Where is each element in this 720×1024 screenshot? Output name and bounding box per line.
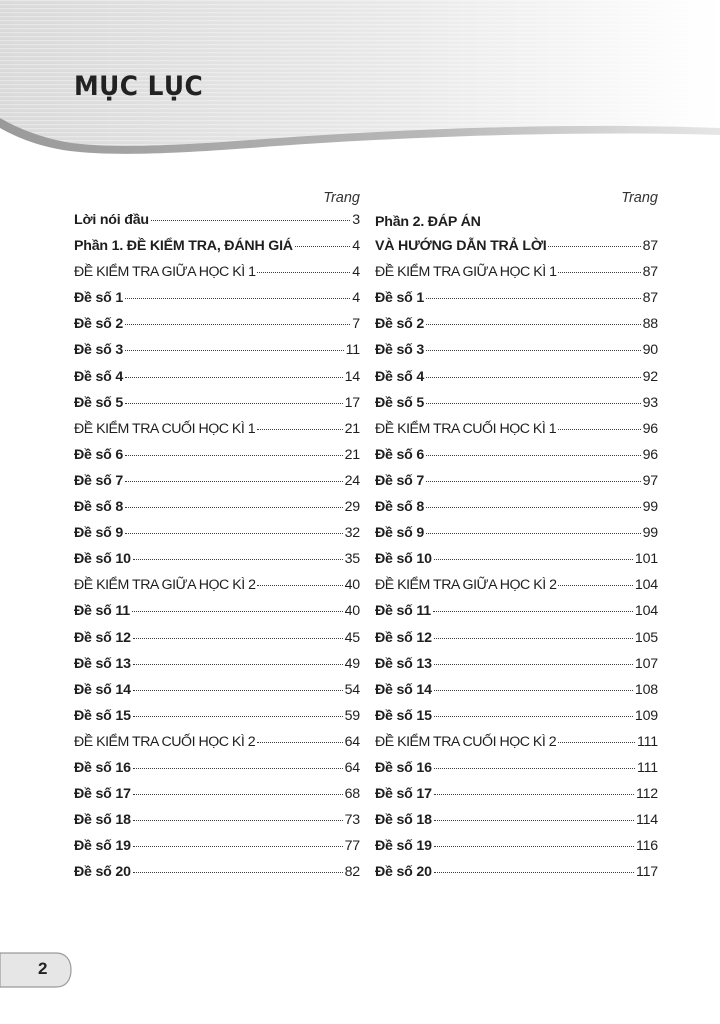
toc-entry-label: Đề số 2 (375, 316, 425, 333)
dot-leader (125, 350, 344, 351)
toc-entry-page: 112 (635, 786, 658, 803)
toc-entry (375, 264, 658, 290)
dot-leader (133, 716, 343, 717)
dot-leader (125, 481, 343, 482)
toc-entry-page: 107 (634, 655, 658, 672)
toc-entry-label: Đề số 16 (375, 759, 432, 776)
toc-entry (74, 656, 360, 682)
toc-entry (375, 656, 658, 682)
toc-entry-page: 93 (642, 394, 658, 411)
toc-entry-page: 92 (642, 368, 658, 385)
toc-entry (375, 395, 658, 421)
toc-entry (74, 212, 360, 238)
toc-entry-page: 111 (637, 733, 658, 750)
toc-entry-page: 64 (344, 733, 360, 750)
toc-entry-label: Đề số 19 (74, 838, 131, 855)
toc-entry (375, 499, 658, 525)
toc-entry-label: ĐỀ KIỂM TRA GIỮA HỌC KÌ 1 (375, 264, 557, 281)
toc-entry (375, 577, 658, 603)
toc-entry-page: 82 (344, 864, 360, 881)
part-2-page: 87 (642, 238, 658, 255)
toc-entry-page: 99 (642, 499, 658, 516)
toc-entry-label: Đề số 17 (74, 786, 131, 803)
toc-entry-page: 54 (344, 681, 360, 698)
toc-entry-page: 29 (344, 499, 360, 516)
dot-leader (125, 377, 343, 378)
toc-entry (375, 734, 658, 760)
toc-entry-page: 45 (344, 629, 360, 646)
toc-entry-page: 21 (344, 420, 360, 437)
toc-entry (74, 421, 360, 447)
toc-entry (375, 630, 658, 656)
trang-heading-right: Trang (621, 190, 658, 206)
toc-entry (74, 447, 360, 473)
toc-entry-page: 14 (344, 368, 360, 385)
toc-entry-label: Đề số 15 (375, 707, 432, 724)
dot-leader (125, 298, 350, 299)
toc-entry (74, 316, 360, 342)
toc-entry-label: Lời nói đầu (74, 212, 149, 228)
toc-entry (74, 682, 360, 708)
dot-leader (426, 298, 641, 299)
dot-leader (426, 403, 641, 404)
toc-entry-label: Đề số 7 (375, 472, 425, 489)
toc-entry (74, 708, 360, 734)
toc-entry (74, 342, 360, 368)
toc-entry (375, 603, 658, 629)
dot-leader (133, 664, 343, 665)
toc-entry (74, 838, 360, 864)
toc-entry-page: 40 (344, 603, 360, 620)
page-number: 2 (38, 959, 48, 978)
toc-entry-page: 68 (344, 786, 360, 803)
toc-entry-label: Đề số 9 (74, 525, 124, 542)
dot-leader (257, 429, 342, 430)
toc-entry-label: Đề số 4 (74, 368, 124, 385)
dot-leader (558, 585, 632, 586)
dot-leader (434, 872, 634, 873)
toc-right-column (375, 188, 658, 890)
dot-leader (151, 220, 350, 221)
dot-leader (125, 533, 343, 534)
dot-leader (434, 690, 633, 691)
toc-entry (375, 447, 658, 473)
toc-entry-page: 108 (634, 681, 658, 698)
dot-leader (434, 664, 633, 665)
dot-leader (434, 716, 633, 717)
toc-entry-page: 77 (344, 838, 360, 855)
dot-leader (434, 820, 634, 821)
dot-leader (133, 559, 343, 560)
toc-entry-label: Đề số 19 (375, 838, 432, 855)
dot-leader (426, 350, 641, 351)
dot-leader (133, 768, 343, 769)
toc-entry-page: 105 (634, 629, 658, 646)
toc-entry (375, 682, 658, 708)
toc-entry (375, 316, 658, 342)
part-2-line (375, 238, 658, 264)
toc-entry (74, 812, 360, 838)
dot-leader (548, 246, 640, 247)
toc-left-column (74, 188, 360, 890)
toc-entry (74, 499, 360, 525)
toc-entry-page: 101 (634, 551, 658, 568)
toc-entry-page: 17 (344, 394, 360, 411)
toc-entry-label: Đề số 14 (74, 681, 131, 698)
toc-entry (74, 264, 360, 290)
dot-leader (426, 377, 641, 378)
toc-entry-page: 4 (352, 238, 360, 255)
toc-entry-page: 117 (635, 864, 658, 881)
toc-entry-label: ĐỀ KIỂM TRA GIỮA HỌC KÌ 2 (375, 577, 557, 594)
page-title: MỤC LỤC (74, 71, 204, 102)
toc-entry-label: Đề số 1 (375, 290, 425, 307)
dot-leader (434, 794, 634, 795)
toc-entry-page: 114 (635, 812, 658, 829)
toc-entry-label: Đề số 18 (74, 812, 131, 829)
toc-entry-label: Đề số 12 (74, 629, 131, 646)
toc-entry-page: 97 (642, 472, 658, 489)
dot-leader (132, 611, 343, 612)
dot-leader (133, 872, 343, 873)
dot-leader (133, 846, 343, 847)
dot-leader (125, 507, 343, 508)
trang-heading-left: Trang (323, 190, 360, 206)
dot-leader (433, 611, 633, 612)
toc-entry-label: Đề số 3 (375, 342, 425, 359)
page-tab-shape (0, 952, 72, 988)
toc-entry-label: ĐỀ KIỂM TRA GIỮA HỌC KÌ 1 (74, 264, 256, 281)
toc-entry-label: Đề số 9 (375, 525, 425, 542)
toc-entry-label: Đề số 13 (74, 655, 131, 672)
dot-leader (133, 690, 343, 691)
dot-leader (257, 585, 342, 586)
toc-entry-page: 73 (344, 812, 360, 829)
toc-entry-page: 40 (344, 577, 360, 594)
toc-entry-page: 32 (344, 525, 360, 542)
toc-entry (375, 473, 658, 499)
dot-leader (125, 455, 343, 456)
dot-leader (434, 768, 635, 769)
toc-entry-label: Đề số 7 (74, 472, 124, 489)
toc-entry (74, 395, 360, 421)
toc-entry-page: 21 (344, 446, 360, 463)
toc-entry-page: 90 (642, 342, 658, 359)
toc-entry-page: 4 (352, 290, 360, 307)
toc-entry (74, 577, 360, 603)
toc-entry-label: Đề số 11 (375, 603, 431, 620)
toc-entry-label: Đề số 8 (74, 499, 124, 516)
dot-leader (257, 272, 350, 273)
toc-entry-page: 111 (637, 759, 658, 776)
toc-entry-page: 96 (642, 446, 658, 463)
toc-entry-label: ĐỀ KIỂM TRA GIỮA HỌC KÌ 2 (74, 577, 256, 594)
toc-entry-part-2 (375, 212, 658, 264)
toc-entry-page: 11 (345, 342, 360, 359)
toc-entry-label: Đề số 11 (74, 603, 130, 620)
dot-leader (426, 533, 641, 534)
dot-leader (426, 507, 641, 508)
toc-entry-label: Đề số 17 (375, 786, 432, 803)
toc-entry (375, 421, 658, 447)
toc-entry-label: Đề số 5 (375, 394, 425, 411)
toc-entry-label: Đề số 12 (375, 629, 432, 646)
toc-entry (375, 812, 658, 838)
toc-entry-page: 87 (642, 290, 658, 307)
part-2-label: VÀ HƯỚNG DẪN TRẢ LỜI (375, 238, 547, 255)
toc-entry (375, 342, 658, 368)
toc-entry-label: Đề số 6 (375, 446, 425, 463)
toc-entry (74, 864, 360, 890)
toc-entry (375, 290, 658, 316)
dot-leader (426, 324, 641, 325)
toc-entry-label: Đề số 10 (375, 551, 432, 568)
toc-entry-page: 87 (642, 264, 658, 281)
toc-entry (375, 838, 658, 864)
toc-entry-label: Đề số 10 (74, 551, 131, 568)
dot-leader (133, 820, 343, 821)
toc-entry-page: 3 (352, 212, 360, 228)
toc-entry (74, 238, 360, 264)
toc-entry-label: Đề số 3 (74, 342, 124, 359)
toc-entry-page: 59 (344, 707, 360, 724)
toc-entry-label: Đề số 4 (375, 368, 425, 385)
toc-left-list (74, 212, 360, 890)
toc-entry-page: 4 (352, 264, 360, 281)
dot-leader (125, 403, 343, 404)
dot-leader (426, 455, 641, 456)
toc-entry (74, 290, 360, 316)
toc-entry-label: Đề số 5 (74, 394, 124, 411)
toc-entry-page: 104 (634, 603, 658, 620)
dot-leader (558, 272, 640, 273)
toc-entry-label: Đề số 13 (375, 655, 432, 672)
toc-entry (74, 551, 360, 577)
toc-entry (375, 864, 658, 890)
toc-entry (74, 760, 360, 786)
toc-entry-label: Đề số 15 (74, 707, 131, 724)
toc-entry (74, 734, 360, 760)
toc-entry (74, 603, 360, 629)
dot-leader (434, 638, 633, 639)
toc-entry-label: Đề số 1 (74, 290, 124, 307)
toc-entry (74, 525, 360, 551)
page-number-tab (0, 952, 72, 988)
toc-entry (375, 525, 658, 551)
toc-right-list (375, 212, 658, 890)
dot-leader (426, 481, 641, 482)
dot-leader (257, 742, 342, 743)
toc-entry (375, 369, 658, 395)
dot-leader (558, 742, 635, 743)
toc-entry-page: 109 (634, 707, 658, 724)
toc-entry (375, 708, 658, 734)
toc-entry-page: 104 (634, 577, 658, 594)
toc-entry-label: Đề số 16 (74, 759, 131, 776)
dot-leader (133, 794, 343, 795)
dot-leader (434, 846, 634, 847)
dot-leader (133, 638, 343, 639)
toc-entry-label: ĐỀ KIỂM TRA CUỐI HỌC KÌ 1 (74, 420, 256, 437)
dot-leader (558, 429, 640, 430)
toc-entry-label: Đề số 20 (74, 864, 131, 881)
toc-entry (74, 473, 360, 499)
toc-entry-label: ĐỀ KIỂM TRA CUỐI HỌC KÌ 1 (375, 420, 557, 437)
toc-entry (74, 630, 360, 656)
toc-entry-label: Đề số 14 (375, 681, 432, 698)
toc-entry (74, 786, 360, 812)
dot-leader (434, 559, 633, 560)
toc-entry-label: Đề số 18 (375, 812, 432, 829)
toc-entry (375, 786, 658, 812)
toc-entry-page: 49 (344, 655, 360, 672)
toc-entry-page: 7 (352, 316, 360, 333)
toc-entry-label: Đề số 20 (375, 864, 432, 881)
toc-entry-label: Đề số 2 (74, 316, 124, 333)
toc-entry-label: ĐỀ KIỂM TRA CUỐI HỌC KÌ 2 (375, 733, 557, 750)
toc-entry-label: Đề số 8 (375, 499, 425, 516)
toc-entry (375, 760, 658, 786)
dot-leader (125, 324, 350, 325)
toc-entry (375, 551, 658, 577)
toc-entry-page: 99 (642, 525, 658, 542)
toc-entry-page: 35 (344, 551, 360, 568)
dot-leader (295, 246, 350, 247)
toc-entry-page: 64 (344, 759, 360, 776)
toc-entry-label: ĐỀ KIỂM TRA CUỐI HỌC KÌ 2 (74, 733, 256, 750)
toc-entry-page: 24 (344, 472, 360, 489)
toc-entry-page: 96 (642, 420, 658, 437)
toc-entry (74, 369, 360, 395)
part-2-heading: Phần 2. ĐÁP ÁN (375, 214, 481, 230)
toc-entry-page: 116 (635, 838, 658, 855)
toc-entry-page: 88 (642, 316, 658, 333)
toc-entry-label: Đề số 6 (74, 446, 124, 463)
toc-entry-label: Phần 1. ĐỀ KIỂM TRA, ĐÁNH GIÁ (74, 238, 293, 255)
